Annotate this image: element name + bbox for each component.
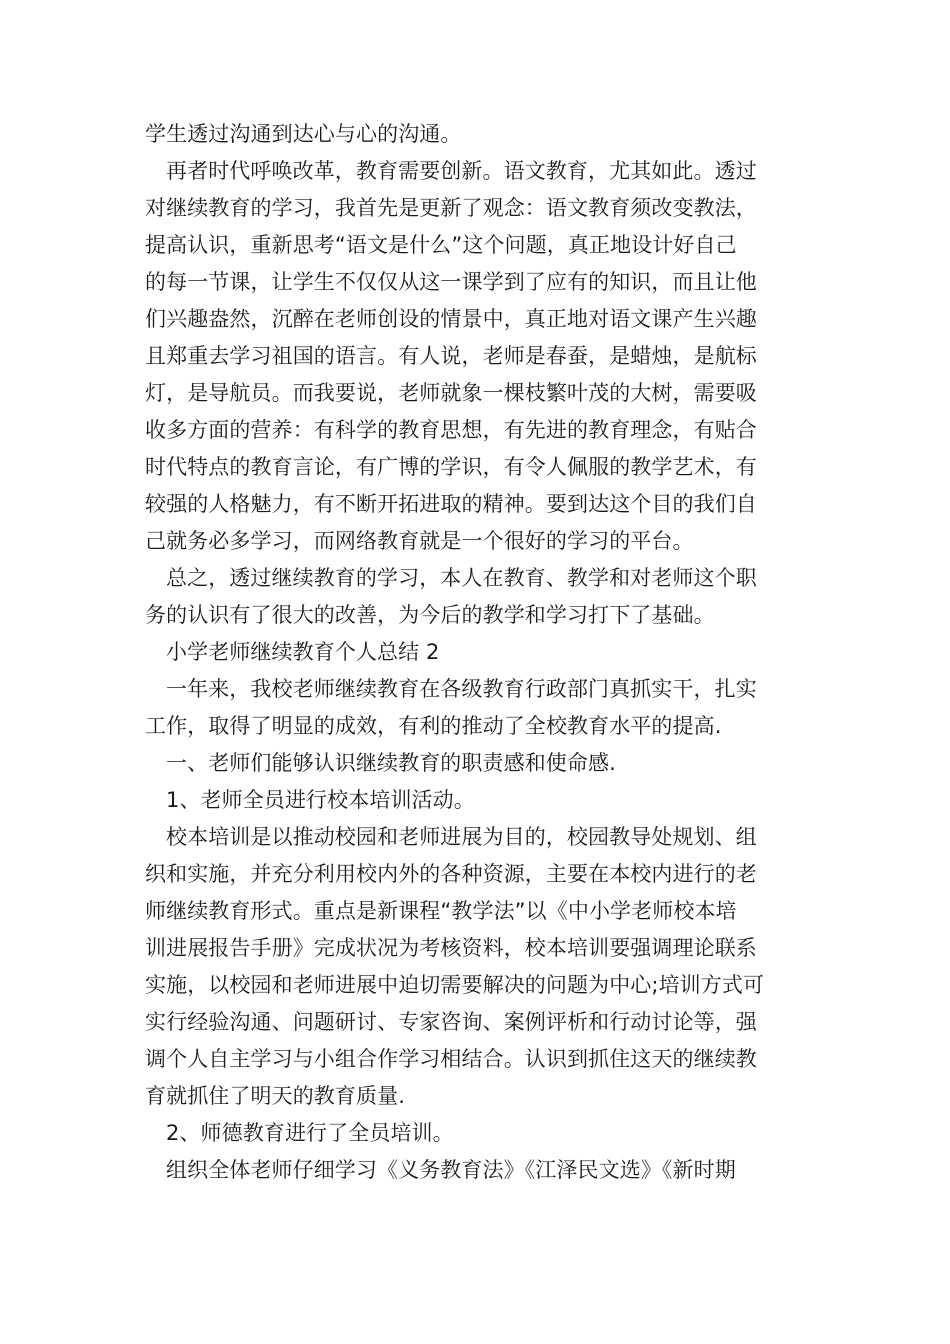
text-line-10: 时代特点的教育言论，有广博的学识，有令人佩服的教学艺术，有 [145,455,757,479]
text-line-5: 的每一节课，让学生不仅仅从这一课学到了应有的知识，而且让他 [145,270,757,294]
text-line-27: 育就抓住了明天的教育质量. [145,1084,405,1108]
text-line-7: 且郑重去学习祖国的语言。有人说，老师是春蚕，是蜡烛，是航标 [145,344,757,368]
text-line-12: 己就务必多学习，而网络教育就是一个很好的学习的平台。 [145,529,694,553]
text-line-9: 收多方面的营养：有科学的教育思想，有先进的教育理念，有贴合 [145,418,757,442]
text-line-2: 再者时代呼唤改革，教育需要创新。语文教育，尤其如此。透过 [166,159,757,183]
text-line-17: 工作，取得了明显的成效，有利的推动了全校教育水平的提高. [145,714,722,738]
text-line-26: 调个人自主学习与小组合作学习相结合。认识到抓住这天的继续教 [145,1047,757,1071]
section-heading: 小学老师继续教育个人总结 2 [166,640,440,664]
list-item-1: 1、老师全员进行校本培训活动。 [166,788,475,812]
text-line-1: 学生透过沟通到达心与心的沟通。 [145,122,462,146]
text-line-13: 总之，透过继续教育的学习，本人在教育、教学和对老师这个职 [166,566,757,590]
text-line-3: 对继续教育的学习，我首先是更新了观念：语文教育须改变教法， [145,196,757,220]
text-line-20: 校本培训是以推动校园和老师进展为目的，校园教导处规划、组 [166,825,757,849]
subheading-1: 一、老师们能够认识继续教育的职责感和使命感. [166,751,616,775]
text-line-25: 实行经验沟通、问题研讨、专家咨询、案例评析和行动讨论等，强 [145,1010,757,1034]
text-line-29: 组织全体老师仔细学习《义务教育法》《江泽民文选》《新时期 [166,1158,736,1182]
text-line-22: 师继续教育形式。重点是新课程“教学法”以《中小学老师校本培 [145,899,737,923]
list-item-2: 2、师德教育进行了全员培训。 [166,1121,454,1145]
text-line-11: 较强的人格魅力，有不断开拓进取的精神。要到达这个目的我们自 [145,492,757,516]
text-line-4: 提高认识，重新思考“语文是什么”这个问题，真正地设计好自己 [145,233,737,257]
text-line-24: 实施，以校园和老师进展中迫切需要解决的问题为中心;培训方式可 [145,973,765,997]
text-line-6: 们兴趣盎然，沉醉在老师创设的情景中，真正地对语文课产生兴趣 [145,307,757,331]
text-line-21: 织和实施，并充分利用校内外的各种资源，主要在本校内进行的老 [145,862,757,886]
text-line-8: 灯，是导航员。而我要说，老师就象一棵枝繁叶茂的大树，需要吸 [145,381,757,405]
text-line-14: 务的认识有了很大的改善，为今后的教学和学习打下了基础。 [145,603,715,627]
text-line-16: 一年来，我校老师继续教育在各级教育行政部门真抓实干，扎实 [166,677,757,701]
text-line-23: 训进展报告手册》完成状况为考核资料，校本培训要强调理论联系 [145,936,757,960]
